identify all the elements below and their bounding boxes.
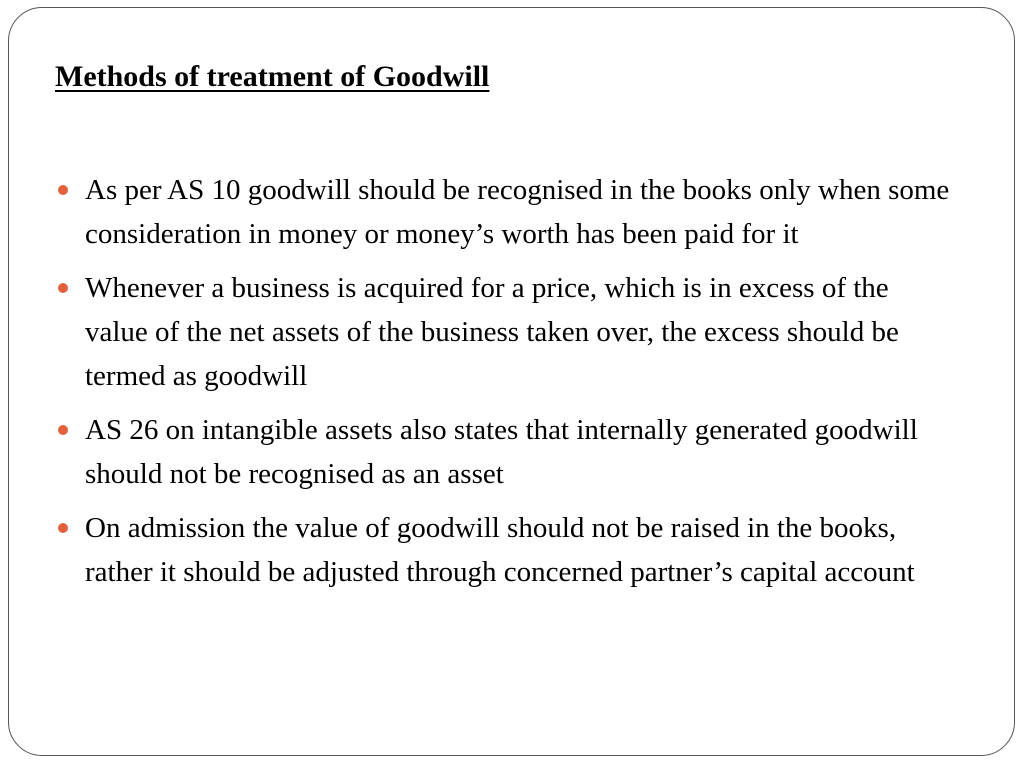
bullet-dot-icon [58,185,68,195]
bullet-item-2 [55,266,955,398]
bullet-text: Whenever a business is acquired for a price, which is in excess of the value of the net assets of the business taken over, the excess should be termed as goodwill [85,272,899,392]
slide-title: Methods of treatment of Goodwill [55,60,490,93]
bullet-dot-icon [58,425,68,435]
bullet-text: On admission the value of goodwill should not be raised in the books, rather it should be adjusted through concerned partner’s capital account [85,512,915,588]
bullet-item-1 [55,168,955,256]
bullet-dot-icon [58,283,68,293]
bullet-item-3 [55,408,955,496]
slide-frame [8,7,1015,756]
bullet-dot-icon [58,523,68,533]
bullet-item-4 [55,506,955,594]
bullet-list [55,168,955,604]
bullet-text: AS 26 on intangible assets also states that internally generated goodwill should not be recognised as an asset [85,414,918,490]
bullet-text: As per AS 10 goodwill should be recognised in the books only when some consideration in money or money’s worth has been paid for it [85,174,950,250]
